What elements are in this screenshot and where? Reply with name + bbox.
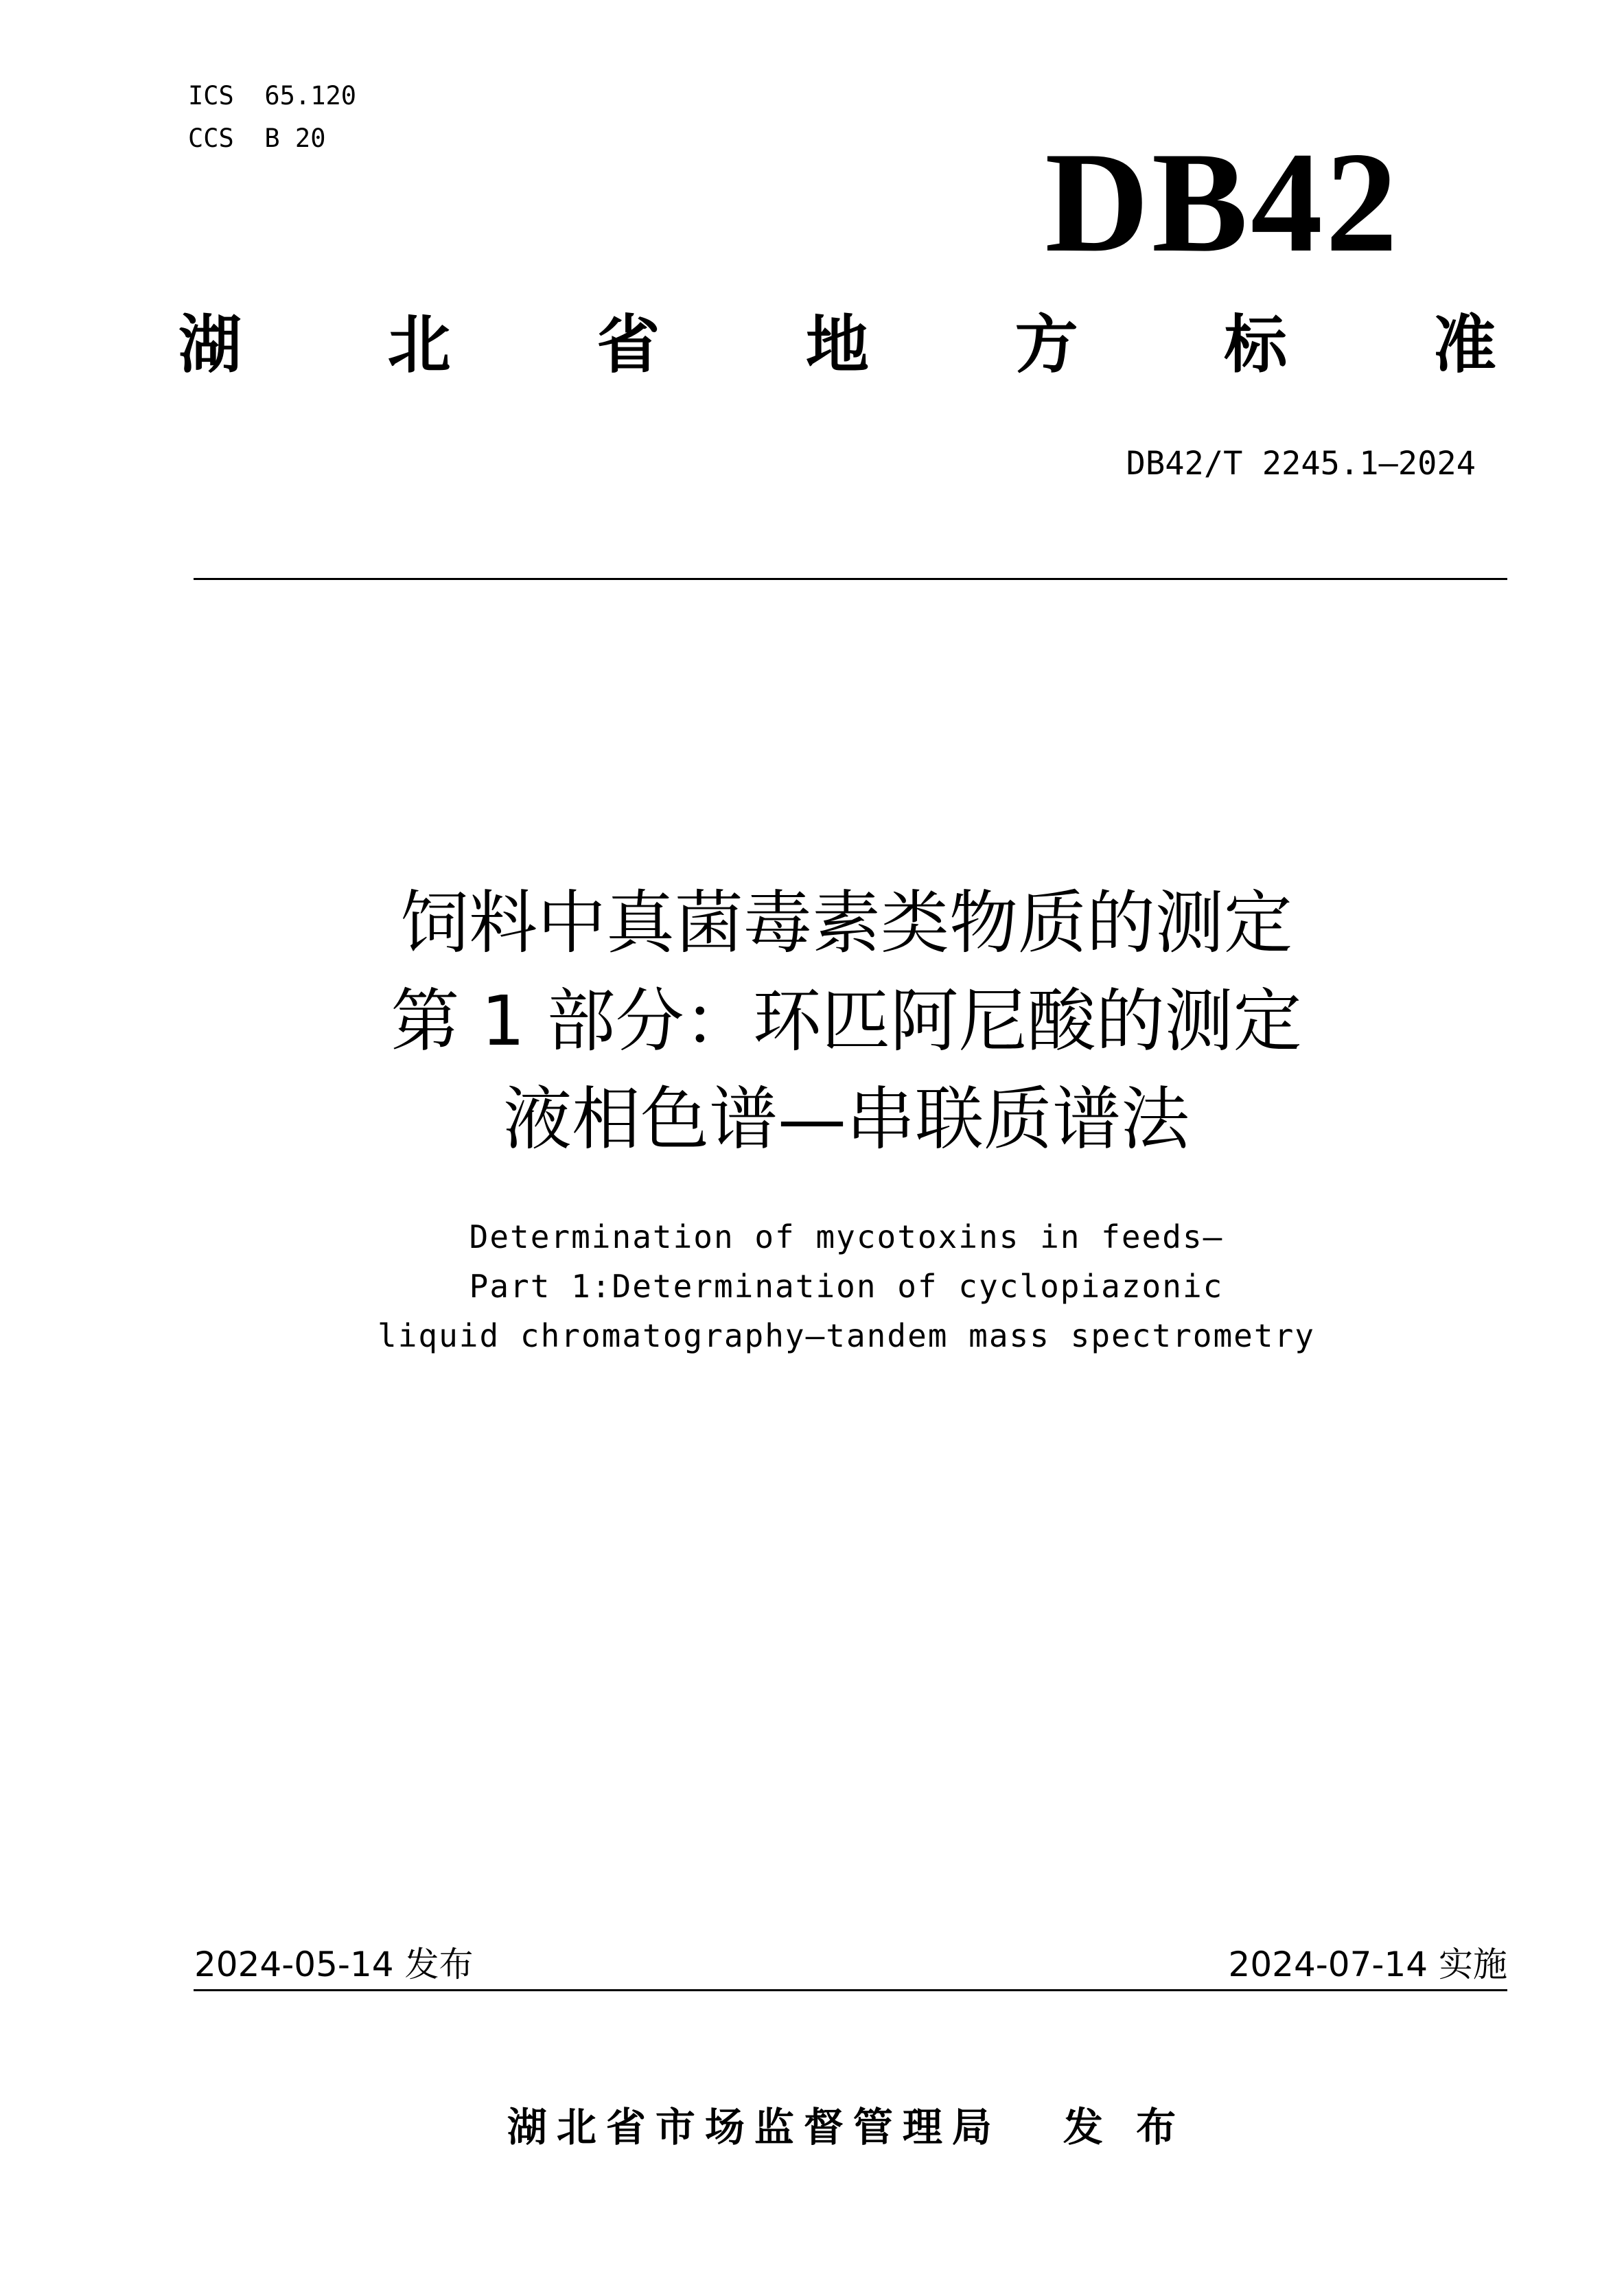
issue-date: 2024-05-14 发布 (194, 1945, 474, 1984)
bottom-divider (194, 1989, 1507, 1991)
publisher-suffix: 发 布 (1063, 2104, 1186, 2150)
english-title-line-1: Determination of mycotoxins in feeds— (469, 1218, 1224, 1255)
db-code-heading: DB42 (1045, 123, 1400, 282)
chinese-title-line-3: 液相色谱—串联质谱法 (503, 1079, 1190, 1159)
standard-number: DB42/T 2245.1—2024 (1126, 445, 1476, 483)
english-title-line-2: Part 1:Determination of cyclopiazonic (469, 1268, 1224, 1305)
standard-type-char: 标 (1224, 308, 1288, 382)
standard-type-char: 方 (1014, 308, 1078, 382)
chinese-title-line-1: 饲料中真菌毒素类物质的测定 (400, 883, 1292, 963)
ccs-code: CCS B 20 (188, 124, 326, 153)
english-title-line-3: liquid chromatography—tandem mass spectrometry (378, 1317, 1315, 1354)
top-divider (194, 578, 1507, 580)
publisher-name: 湖北省市场监督管理局 (507, 2104, 1001, 2150)
standard-type-heading (178, 310, 1496, 380)
publisher-line (194, 2095, 1498, 2153)
chinese-title-line-2: 第 1 部分：环匹阿尼酸的测定 (391, 981, 1302, 1061)
implementation-date: 2024-07-14 实施 (1228, 1945, 1507, 1984)
standard-type-char: 湖 (178, 308, 242, 382)
standard-type-char: 准 (1432, 308, 1496, 382)
standard-type-char: 省 (596, 308, 660, 382)
standard-type-char: 地 (805, 308, 869, 382)
ics-code: ICS 65.120 (188, 81, 357, 111)
standard-type-char: 北 (387, 308, 451, 382)
